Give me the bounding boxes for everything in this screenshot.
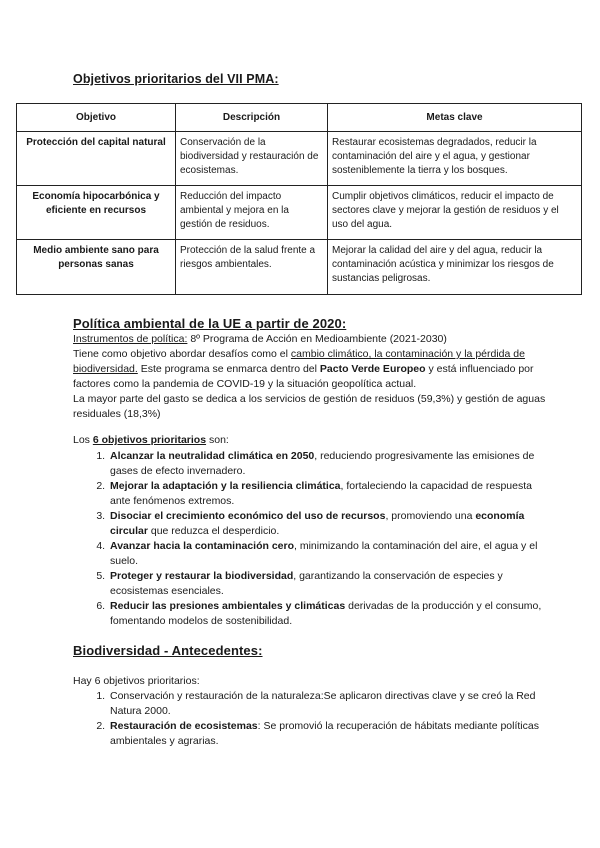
column-header-descripcion: Descripción — [176, 104, 328, 132]
pacto-verde-europeo: Pacto Verde Europeo — [319, 363, 426, 375]
policy-paragraph — [73, 332, 553, 422]
list-item — [108, 449, 548, 479]
list-item — [108, 509, 548, 539]
six-objectives-underlined: 6 objetivos prioritarios — [92, 434, 207, 446]
item-text: derivadas de la producción y el consumo, fomentando modelos de sostenibilidad. — [110, 600, 542, 627]
cell-metas: Cumplir objetivos climáticos, reducir el impacto de sectores clave y mejorar la gestión de residuos y el uso del agua. — [328, 186, 582, 240]
cell-descripcion: Protección de la salud frente a riesgos ambientales. — [176, 240, 328, 295]
list-item — [108, 539, 548, 569]
instruments-text: 8º Programa de Acción en Medioambiente (2021-2030) — [187, 333, 447, 345]
item-text: , fortaleciendo la capacidad de respuesta ante fenómenos extremos. — [110, 480, 532, 507]
column-header-objetivo: Objetivo — [17, 104, 176, 132]
table-header-row — [17, 104, 582, 132]
section-title-politica-ambiental: Política ambiental de la UE a partir de 2020: — [73, 316, 347, 331]
table-row — [17, 240, 582, 295]
cell-objetivo: Economía hipocarbónica y eficiente en recursos — [17, 186, 176, 240]
text-run: Los — [73, 434, 93, 446]
item-text: Conservación y restauración de la naturaleza:Se aplicaron directivas clave y se creó la Red Natura 2000. — [110, 690, 536, 717]
text-run: y está influenciado por factores como la pandemia de COVID-19 y la situación geopolítica actual. — [73, 363, 534, 390]
item-bold: Mejorar la adaptación y la resiliencia climática — [110, 480, 341, 492]
table-row — [17, 132, 582, 186]
biodiversity-intro: Hay 6 objetivos prioritarios: — [73, 675, 200, 687]
list-intro — [73, 433, 553, 448]
eu-objectives-list — [73, 449, 548, 629]
item-text: , minimizando la contaminación del aire, el agua y el suelo. — [110, 540, 538, 567]
cell-descripcion: Conservación de la biodiversidad y restauración de ecosistemas. — [176, 132, 328, 186]
item-bold: Alcanzar la neutralidad climática en 2050 — [110, 450, 315, 462]
item-text: : Se promovió la recuperación de hábitats mediante políticas ambientales y agrarias. — [110, 720, 539, 747]
cell-metas: Mejorar la calidad del aire y del agua, reducir la contaminación acústica y minimizar los riesgos de sustancias peligrosas. — [328, 240, 582, 295]
item-text: , reduciendo progresivamente las emisiones de gases de efecto invernadero. — [110, 450, 535, 477]
item-text: , garantizando la conservación de especies y ecosistemas esenciales. — [110, 570, 503, 597]
list-item — [108, 689, 548, 719]
cell-objetivo: Protección del capital natural — [17, 132, 176, 186]
section-title-biodiversidad: Biodiversidad - Antecedentes: — [73, 643, 263, 658]
cell-descripcion: Reducción del impacto ambiental y mejora en la gestión de residuos. — [176, 186, 328, 240]
list-item — [108, 719, 548, 749]
biodiversity-list — [73, 689, 548, 749]
text-run: son: — [206, 434, 229, 446]
table-row — [17, 186, 582, 240]
section-title-objetivos-vii-pma: Objetivos prioritarios del VII PMA: — [73, 72, 279, 86]
cell-objetivo: Medio ambiente sano para personas sanas — [17, 240, 176, 295]
list-item — [108, 569, 548, 599]
policy-description — [73, 347, 553, 392]
text-run: Tiene como objetivo abordar desafíos como el — [73, 348, 291, 360]
item-bold: Avanzar hacia la contaminación cero — [110, 540, 295, 552]
item-bold: economía circular — [110, 510, 525, 537]
spending-text: La mayor parte del gasto se dedica a los servicios de gestión de residuos (59,3%) y gestión de aguas residuales (18,3%) — [73, 393, 546, 420]
cell-metas: Restaurar ecosistemas degradados, reducir la contaminación del aire y el agua, y gestionar sosteniblemente la tierra y los bosques. — [328, 132, 582, 186]
item-bold: Reducir las presiones ambientales y climáticas — [110, 600, 346, 612]
list-item — [108, 479, 548, 509]
instruments-line — [73, 332, 553, 347]
objectives-table — [16, 103, 582, 295]
challenges-underlined: cambio climático, la contaminación y la pérdida de biodiversidad. — [73, 348, 525, 375]
item-text: , promoviendo una — [385, 510, 476, 522]
column-header-metas: Metas clave — [328, 104, 582, 132]
text-run: Este programa se enmarca dentro del — [137, 363, 320, 375]
item-bold: Disociar el crecimiento económico del uso de recursos — [110, 510, 386, 522]
item-text: que reduzca el desperdicio. — [147, 525, 280, 537]
item-bold: Proteger y restaurar la biodiversidad — [110, 570, 294, 582]
list-item — [108, 599, 548, 629]
item-bold: Restauración de ecosistemas — [110, 720, 258, 732]
instruments-label: Instrumentos de política: — [73, 333, 188, 345]
